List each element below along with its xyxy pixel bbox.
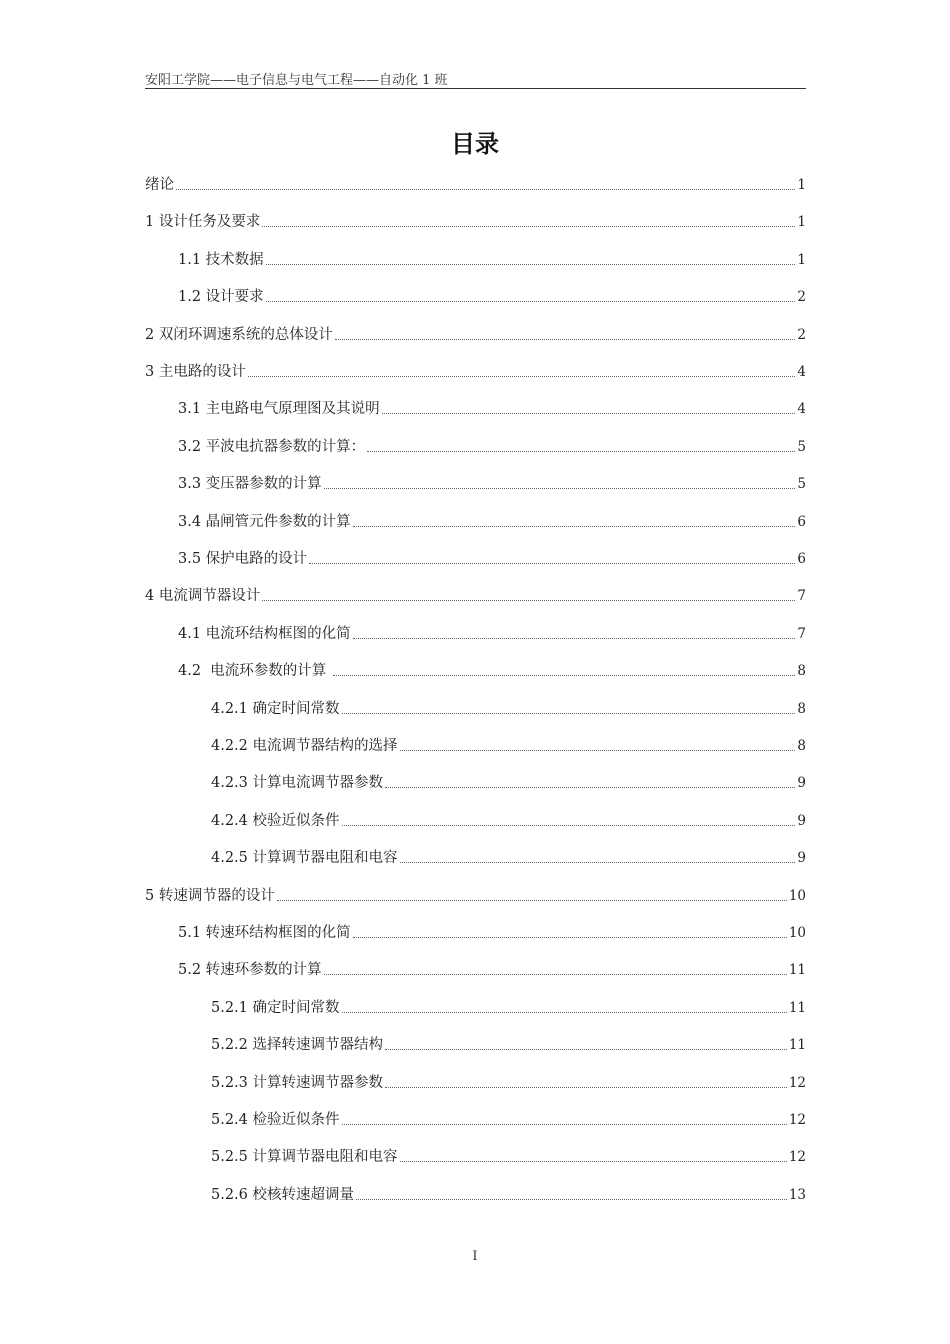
toc-entry-page: 2 (797, 326, 806, 343)
toc-leader-dots (335, 338, 796, 340)
toc-entry-label: 2 双闭环调速系统的总体设计 (145, 326, 333, 343)
toc-entry-page: 5 (797, 438, 806, 455)
toc-entry-page: 11 (788, 962, 806, 979)
toc-entry-label: 5.2.4 检验近似条件 (211, 1112, 340, 1128)
toc-entry[interactable] (178, 396, 806, 418)
toc-leader-dots (248, 375, 796, 377)
toc-entry-label: 3.4 晶闸管元件参数的计算 (178, 513, 351, 530)
toc-entry-page: 9 (797, 812, 806, 829)
toc-leader-dots (353, 637, 796, 639)
toc-leader-dots (309, 562, 795, 564)
toc-entry-label: 5.2.6 校核转速超调量 (211, 1186, 355, 1203)
toc-entry[interactable] (211, 733, 806, 755)
toc-entry-label: 4.2.5 计算调节器电阻和电容 (211, 850, 398, 867)
toc-entry-label: 4.2.3 计算电流调节器参数 (211, 775, 384, 792)
toc-entry[interactable] (145, 583, 806, 605)
toc-entry[interactable] (211, 845, 806, 867)
toc-entry-page: 4 (797, 364, 806, 380)
toc-entry-label: 4.2.2 电流调节器结构的选择 (211, 738, 398, 754)
toc-entry[interactable] (211, 1107, 806, 1129)
toc-entry-label: 5.2.3 计算转速调节器参数 (211, 1074, 384, 1091)
toc-entry[interactable] (178, 247, 806, 269)
toc-entry[interactable] (178, 957, 806, 979)
toc-entry[interactable] (211, 696, 806, 718)
toc-entry-page: 10 (788, 925, 806, 941)
toc-entry[interactable] (211, 1032, 806, 1054)
toc-entry-page: 9 (797, 775, 806, 792)
toc-entry-label: 3.2 平波电抗器参数的计算： (178, 438, 366, 455)
toc-entry-page: 1 (797, 177, 806, 193)
toc-entry-page: 12 (788, 1149, 806, 1166)
toc-entry-page: 12 (788, 1074, 806, 1091)
toc-entry[interactable] (178, 621, 806, 643)
toc-entry-page: 10 (788, 887, 806, 904)
toc-entry-label: 绪论 (145, 177, 174, 193)
toc-entry-label: 3.1 主电路电气原理图及其说明 (178, 401, 380, 418)
toc-entry-label: 4.2.1 确定时间常数 (211, 700, 340, 717)
toc-entry[interactable] (178, 546, 806, 568)
toc-entry-page: 12 (788, 1112, 806, 1128)
toc-leader-dots (385, 1086, 787, 1088)
toc-entry-page: 7 (797, 588, 806, 605)
toc-leader-dots (342, 1123, 787, 1125)
toc-entry[interactable] (211, 995, 806, 1017)
toc-entry[interactable] (145, 883, 806, 905)
toc-entry[interactable] (178, 920, 806, 942)
toc-entry[interactable] (178, 658, 806, 680)
toc-leader-dots (342, 824, 796, 826)
toc-entry-page: 4 (797, 401, 806, 418)
toc-leader-dots (400, 749, 796, 751)
toc-entry-page: 11 (788, 999, 806, 1016)
toc-leader-dots (176, 188, 795, 190)
toc-entry-label: 5 转速调节器的设计 (145, 887, 275, 904)
toc-entry[interactable] (211, 1182, 806, 1204)
toc-leader-dots (400, 861, 796, 863)
toc-entry-page: 1 (797, 251, 806, 268)
toc-entry-page: 8 (797, 700, 806, 717)
toc-entry-label: 4.2.4 校验近似条件 (211, 812, 340, 829)
toc-leader-dots (262, 599, 795, 601)
toc-leader-dots (353, 525, 796, 527)
toc-entry-label: 3.3 变压器参数的计算 (178, 476, 322, 493)
toc-entry-page: 2 (797, 289, 806, 306)
toc-entry-label: 5.2 转速环参数的计算 (178, 962, 322, 979)
toc-entry-label: 5.2.5 计算调节器电阻和电容 (211, 1149, 398, 1166)
toc-entry-label: 5.2.2 选择转速调节器结构 (211, 1037, 384, 1054)
toc-entry[interactable] (211, 1144, 806, 1166)
page-number: I (472, 1249, 478, 1264)
toc-entry[interactable] (145, 359, 806, 381)
toc-entry-label: 3 主电路的设计 (145, 364, 246, 380)
toc-entry-label: 5.1 转速环结构框图的化简 (178, 925, 351, 941)
toc-entry[interactable] (145, 209, 806, 231)
toc-entry-label: 3.5 保护电路的设计 (178, 551, 308, 567)
toc-leader-dots (400, 1160, 787, 1162)
toc-leader-dots (356, 1198, 787, 1200)
toc-leader-dots (277, 899, 787, 901)
toc-leader-dots (266, 263, 796, 265)
toc-leader-dots (324, 487, 796, 489)
toc-leader-dots (262, 225, 795, 227)
toc-entry[interactable] (178, 284, 806, 306)
page-header-text: 安阳工学院——电子信息与电气工程——自动化 1 班 (145, 73, 448, 88)
toc-entry-label: 4 电流调节器设计 (145, 588, 261, 605)
toc-entry[interactable] (178, 471, 806, 493)
toc-entry-page: 13 (788, 1186, 806, 1203)
toc-entry-page: 5 (797, 476, 806, 493)
toc-entry[interactable] (178, 509, 806, 531)
toc-entry-page: 9 (797, 850, 806, 867)
toc-leader-dots (367, 450, 795, 452)
page-header (145, 66, 806, 89)
toc-leader-dots (385, 1048, 787, 1050)
toc-entry[interactable] (178, 434, 806, 456)
toc-leader-dots (342, 1011, 787, 1013)
toc-entry-page: 8 (797, 663, 806, 680)
toc-entry[interactable] (211, 808, 806, 830)
toc-entry-page: 1 (797, 214, 806, 231)
page-title: 目录 (451, 130, 499, 158)
toc-entry-label: 5.2.1 确定时间常数 (211, 999, 340, 1016)
toc-entry-page: 11 (788, 1037, 806, 1054)
toc-leader-dots (324, 973, 787, 975)
toc-entry-page: 6 (797, 513, 806, 530)
toc-entry[interactable] (211, 1070, 806, 1092)
toc-entry-label: 1.2 设计要求 (178, 289, 264, 306)
toc-entry-label: 1 设计任务及要求 (145, 214, 261, 231)
toc-entry-label: 4.1 电流环结构框图的化简 (178, 625, 351, 642)
toc-leader-dots (382, 412, 796, 414)
toc-entry-label: 4.2 电流环参数的计算 (178, 663, 331, 680)
toc-entry-page: 8 (797, 738, 806, 754)
toc-entry[interactable] (145, 322, 806, 344)
toc-entry[interactable] (211, 770, 806, 792)
toc-leader-dots (333, 674, 796, 676)
toc-entry-label: 1.1 技术数据 (178, 251, 264, 268)
toc-leader-dots (385, 786, 795, 788)
toc-entry-page: 7 (797, 625, 806, 642)
toc-leader-dots (342, 712, 796, 714)
toc-entry-page: 6 (797, 551, 806, 567)
toc-leader-dots (353, 936, 787, 938)
toc-entry[interactable] (145, 172, 806, 194)
toc-leader-dots (266, 300, 796, 302)
